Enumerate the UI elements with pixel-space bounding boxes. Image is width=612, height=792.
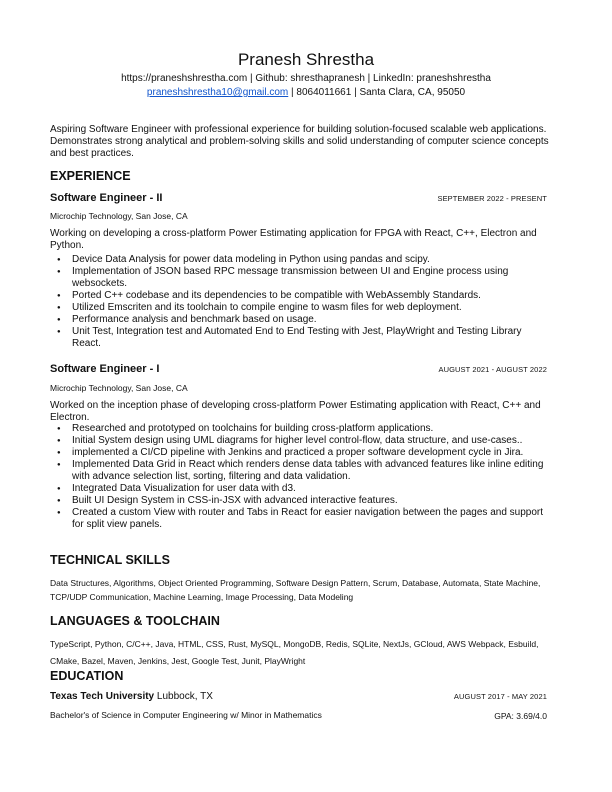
job-intro-1: Working on developing a cross-platform Power Estimating application for FPGA with React, C++, Electron and Python.	[50, 228, 537, 251]
education-school-line	[50, 690, 213, 703]
list-item: ● Ported C++ codebase and its dependencies to be compatible with WebAssembly Standards.	[50, 290, 550, 302]
education-gpa: GPA: 3.69/4.0	[494, 711, 547, 721]
list-item: ● Implementation of JSON based RPC message transmission between UI and Engine process using websockets.	[50, 266, 550, 290]
links-line: https://praneshshrestha.com | Github: shresthapranesh | LinkedIn: praneshshrestha	[121, 73, 491, 84]
candidate-name: Pranesh Shrestha	[237, 50, 375, 69]
education-dates: AUGUST 2017 - MAY 2021	[453, 692, 547, 701]
technical-skills-text: Data Structures, Algorithms, Object Oriented Programming, Software Design Pattern, Scrum, Database, Automata, State Machine, TCP/UDP Communication, Machine Learning, Image Processing, Data Modeling	[50, 578, 541, 602]
summary: Aspiring Software Engineer with professional experience for building solution-focused scalable web applications. Demonstrates strong analytical and problem-solving skills and solid understanding of computer science concepts and best practices.	[50, 124, 549, 159]
job-company-2: Microchip Technology, San Jose, CA	[50, 383, 188, 393]
list-item: ● Device Data Analysis for power data modeling in Python using pandas and scipy.	[50, 254, 550, 266]
technical-skills-heading: TECHNICAL SKILLS	[50, 553, 170, 567]
job-bullets-1	[50, 254, 550, 350]
list-item: ● Built UI Design System in CSS-in-JSX with advanced interactive features.	[50, 495, 550, 507]
job-title-1: Software Engineer - II	[50, 192, 163, 204]
list-item: ● Initial System design using UML diagrams for higher level control-flow, data structure, and use-cases..	[50, 435, 550, 447]
languages-heading: LANGUAGES & TOOLCHAIN	[50, 614, 220, 628]
list-item: ● Integrated Data Visualization for user data with d3.	[50, 483, 550, 495]
email-link[interactable]: praneshshrestha10@gmail.com	[146, 87, 289, 98]
job-title-2: Software Engineer - I	[50, 363, 160, 375]
education-heading: EDUCATION	[50, 669, 124, 683]
list-item: ● Created a custom View with router and Tabs in React for easier navigation between the pages and support for split view panels.	[50, 507, 550, 531]
job-dates-2: AUGUST 2021 - AUGUST 2022	[438, 365, 547, 374]
education-degree: Bachelor's of Science in Computer Engineering w/ Minor in Mathematics	[50, 710, 322, 720]
job-company-1: Microchip Technology, San Jose, CA	[50, 211, 188, 221]
list-item: ● implemented a CI/CD pipeline with Jenkins and practiced a proper software development cycle in Jira.	[50, 447, 550, 459]
experience-heading: EXPERIENCE	[50, 169, 131, 183]
school-location: Lubbock, TX	[154, 691, 213, 702]
school-name: Texas Tech University	[50, 691, 155, 702]
list-item: ● Researched and prototyped on toolchains for building cross-platform applications.	[50, 423, 550, 435]
list-item: ● Implemented Data Grid in React which renders dense data tables with advanced features like inline editing with advance selection list, sorting, filtering and data validation.	[50, 459, 550, 483]
list-item: ● Utilized Emscriten and its toolchain to compile engine to wasm files for web deployment.	[50, 302, 550, 314]
list-item: ● Unit Test, Integration test and Automated End to End Testing with Jest, PlayWright and Testing Library React.	[50, 326, 550, 350]
job-dates-1: SEPTEMBER 2022 - PRESENT	[437, 194, 547, 203]
job-intro-2: Worked on the inception phase of developing cross-platform Power Estimating application with React, C++ and Electron.	[50, 400, 541, 423]
job-bullets-2	[50, 423, 550, 531]
list-item: ● Performance analysis and benchmark based on usage.	[50, 314, 550, 326]
contact-line	[0, 86, 612, 99]
contact-details: | 8064011661 | Santa Clara, CA, 95050	[288, 87, 466, 98]
languages-text: TypeScript, Python, C/C++, Java, HTML, CSS, Rust, MySQL, MongoDB, Redis, SQLite, NextJs, GCloud, AWS Webpack, Esbuild, CMake, Bazel, Maven, Jenkins, Jest, Google Test, Junit, PlayWright	[50, 639, 539, 666]
